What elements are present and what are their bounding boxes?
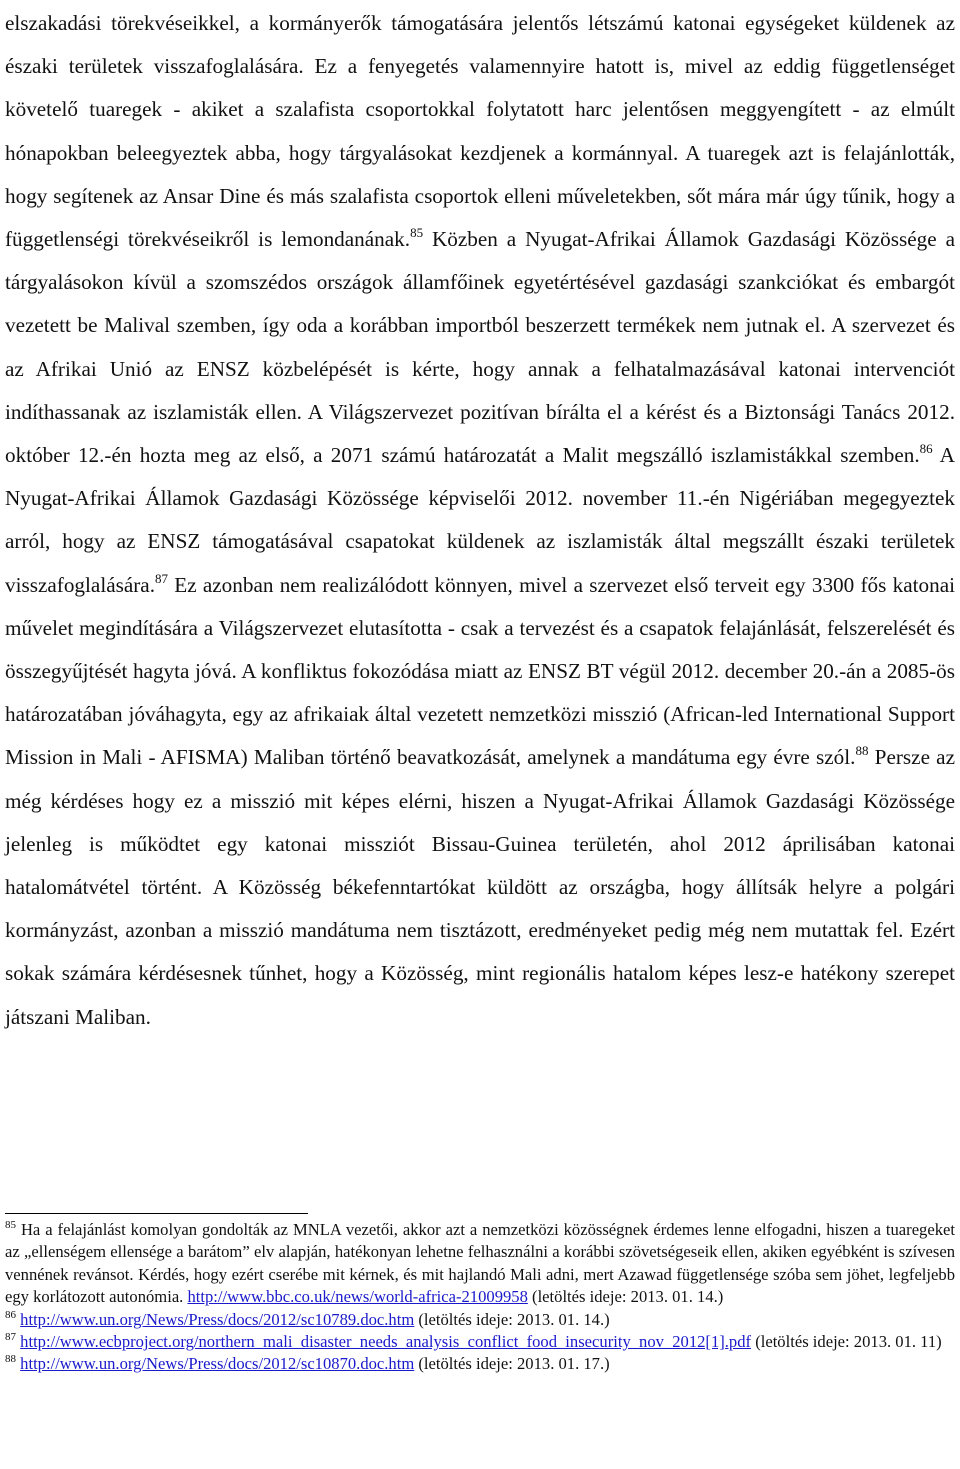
footnote-88 bbox=[5, 1353, 955, 1375]
footnote-access-date: (letöltés ideje: 2013. 01. 14.) bbox=[414, 1309, 610, 1329]
footnotes bbox=[5, 1219, 955, 1376]
footnote-link[interactable]: http://www.un.org/News/Press/docs/2012/sc10789.doc.htm bbox=[20, 1309, 415, 1329]
footnote-link[interactable]: http://www.bbc.co.uk/news/world-africa-21009958 bbox=[187, 1287, 528, 1307]
footnote-86 bbox=[5, 1309, 955, 1331]
footnote-number: 86 bbox=[5, 1308, 16, 1321]
footnote-87 bbox=[5, 1331, 955, 1353]
footnote-ref-85[interactable]: 85 bbox=[410, 225, 424, 241]
footnote-access-date: (letöltés ideje: 2013. 01. 14.) bbox=[527, 1287, 724, 1307]
body-text-1: elszakadási törekvéseikkel, a kormányerők támogatására jelentős létszámú katonai egységeket küldenek az északi területek visszafoglalására. Ez a fenyegetés valamennyire hatott is, mivel az eddig függetlenséget követelő tuaregek - akiket a szalafista csoportokkal folytatott harc jelentősen meggyengített - az elmúlt hónapokban beleegyeztek abba, hogy tárgyalásokat kezdjenek a kormánnyal. A tuaregek azt is felajánlották, hogy segítenek az Ansar Dine és más szalafista csoportok elleni műveletekben, sőt mára már úgy tűnik, hogy a függetlenségi törekvéseikről is lemondanának. bbox=[5, 11, 955, 252]
footnote-text: Ha a felajánlást komolyan gondolták az MNLA vezetői, akkor azt a nemzetközi közösségnek érdemes lenne elfogadni, hiszen a tuaregeket az „ellenségem ellensége a barátom” elv alapján, hatékonyan lehetne felhasználni a korábbi szövetségeseik ellen, akiken egyébként is szívesen vennének revánsot. Kérdés, hogy ezért cserébe mit kérnek, és mit hajlandó Mali adni, mert Azawad függetlensége szóba sem jöhet, legfeljebb egy korlátozott autonómia. bbox=[5, 1220, 955, 1307]
footnote-separator bbox=[5, 1213, 308, 1214]
footnote-85 bbox=[5, 1219, 955, 1309]
footnote-access-date: (letöltés ideje: 2013. 01. 17.) bbox=[414, 1354, 610, 1374]
body-text-5: Persze az még kérdéses hogy ez a misszió mit képes elérni, hiszen a Nyugat-Afrikai Államok Gazdasági Közössége jelenleg is működtet egy katonai missziót Bissau-Guinea területén, ahol 2012 áprilisában katonai hatalomátvétel történt. A Közösség békefenntartókat küldött az országba, hogy állítsák helyre a polgári kormányzást, azonban a misszió mandátuma nem tisztázott, eredményeket pedig még nem mutattak fel. Ezért sokak számára kérdésesnek tűnhet, hogy a Közösség, mint regionális hatalom képes lesz-e hatékony szerepet játszani Maliban. bbox=[5, 745, 955, 1029]
body-text-4: Ez azonban nem realizálódott könnyen, mivel a szervezet első terveit egy 3300 fős katonai művelet megindítására a Világszervezet elutasította - csak a tervezést és a csapatok felajánlását, felszerelését és összegyűjtését hagyta jóvá. A konfliktus fokozódása miatt az ENSZ BT végül 2012. december 20.-án a 2085-ös határozatában jóváhagyta, egy az afrikaiak által vezetett nemzetközi misszió (African-led International Support Mission in Mali - AFISMA) Maliban történő beavatkozását, amelynek a mandátuma egy évre szól. bbox=[5, 572, 955, 770]
footnote-link[interactable]: http://www.ecbproject.org/northern_mali_disaster_needs_analysis_conflict_food_insecurity_nov_2012[1].pdf bbox=[20, 1332, 752, 1352]
footnote-number: 87 bbox=[5, 1331, 16, 1344]
footnote-number: 88 bbox=[5, 1353, 16, 1366]
footnote-link[interactable]: http://www.un.org/News/Press/docs/2012/sc10870.doc.htm bbox=[20, 1354, 415, 1374]
document-page bbox=[5, 0, 955, 1374]
footnote-ref-88[interactable]: 88 bbox=[855, 743, 869, 759]
footnote-ref-87[interactable]: 87 bbox=[155, 570, 169, 586]
body-text-3: A Nyugat-Afrikai Államok Gazdasági Közössége képviselői 2012. november 11.-én Nigériában megegyeztek arról, hogy az ENSZ támogatásával csapatokat küldenek az iszlamisták által megszállt északi területek visszafoglalására. bbox=[5, 443, 955, 597]
footnote-ref-86[interactable]: 86 bbox=[919, 441, 933, 457]
footnote-access-date: (letöltés ideje: 2013. 01. 11) bbox=[751, 1332, 942, 1352]
body-paragraph bbox=[5, 0, 955, 1039]
footnote-number: 85 bbox=[5, 1219, 16, 1231]
body-text-2: Közben a Nyugat-Afrikai Államok Gazdasági Közössége a tárgyalásokon kívül a szomszédos országok államfőinek egyetértésével gazdasági szankciókat és embargót vezetett be Malival szemben, így oda a korábban importból beszerzett termékek nem jutnak el. A szervezet és az Afrikai Unió az ENSZ közbelépését is kérte, hogy annak a felhatalmazásával katonai intervenciót indíthassanak az iszlamisták ellen. A Világszervezet pozitívan bírálta el a kérést és a Biztonsági Tanács 2012. október 12.-én hozta meg az első, a 2071 számú határozatát a Malit megszálló iszlamistákkal szemben. bbox=[5, 227, 955, 468]
